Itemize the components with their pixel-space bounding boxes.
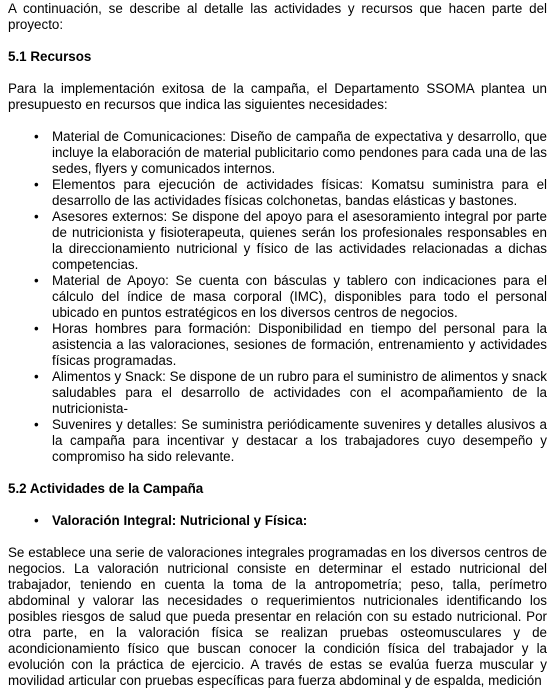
list-item: • Horas hombres para formación: Disponibilidad en tiempo del personal para la asistencia a las valoraciones, sesiones de formación, entrenamiento y actividades físicas programadas.	[52, 321, 547, 369]
valoracion-body-paragraph: Se establece una serie de valoraciones integrales programadas en los diversos centros de negocios. La valoración nutricional consiste en determinar el estado nutricional del trabajador, teniendo en cuenta la toma de la antropometría; peso, talla, perímetro abdominal y valorar las necesidades o requerimientos nutricionales identificando los posibles riesgos de salud que pueda presentar en relación con su estado nutricional. Por otra parte, en la valoración física se realizan pruebas osteomusculares y de acondicionamiento físico que buscan conocer la condición física del trabajador y la evolución con la práctica de ejercicio. A través de estas se evalúa fuerza muscular y movilidad articular con pruebas específicas para fuerza abdominal y de espalda, medición	[8, 545, 547, 688]
list-item: • Elementos para ejecución de actividades físicas: Komatsu suministra para el desarrollo de las actividades físicas colchonetas, bandas elásticas y bastones.	[52, 177, 547, 209]
list-item: • Asesores externos: Se dispone del apoyo para el asesoramiento integral por parte de nutricionista y fisioterapeuta, quienes serán los profesionales responsables en la direccionamiento nutricional y físico de las actividades relacionadas a dichas competencias.	[52, 209, 547, 273]
section-heading-recursos: 5.1 Recursos	[8, 49, 92, 64]
section-heading-actividades: 5.2 Actividades de la Campaña	[8, 481, 204, 496]
list-item: • Material de Apoyo: Se cuenta con básculas y tablero con indicaciones para el cálculo del índice de masa corporal (IMC), disponibles para todo el personal ubicado en puntos estratégicos en los diversos centros de negocios.	[52, 273, 547, 321]
resources-list	[8, 129, 547, 465]
list-item: • Material de Comunicaciones: Diseño de campaña de expectativa y desarrollo, que incluye la elaboración de material publicitario como pendones para cada una de las sedes, flyers y comunicados internos.	[52, 129, 547, 177]
list-item: • Alimentos y Snack: Se dispone de un rubro para el suministro de alimentos y snack saludables para el desarrollo de actividades con el acompañamiento de la nutricionista-	[52, 369, 547, 417]
list-item: • Suvenires y detalles: Se suministra periódicamente suvenires y detalles alusivos a la campaña para incentivar y destacar a los trabajadores cuyo desempeño y compromiso ha sido relevante.	[52, 417, 547, 465]
recursos-lead-paragraph: Para la implementación exitosa de la campaña, el Departamento SSOMA plantea un presupuesto en recursos que indica las siguientes necesidades:	[8, 81, 547, 112]
intro-paragraph: A continuación, se describe al detalle las actividades y recursos que hacen parte del proyecto:	[8, 1, 547, 32]
subheading-valoracion-integral: • Valoración Integral: Nutricional y Física:	[8, 513, 547, 529]
